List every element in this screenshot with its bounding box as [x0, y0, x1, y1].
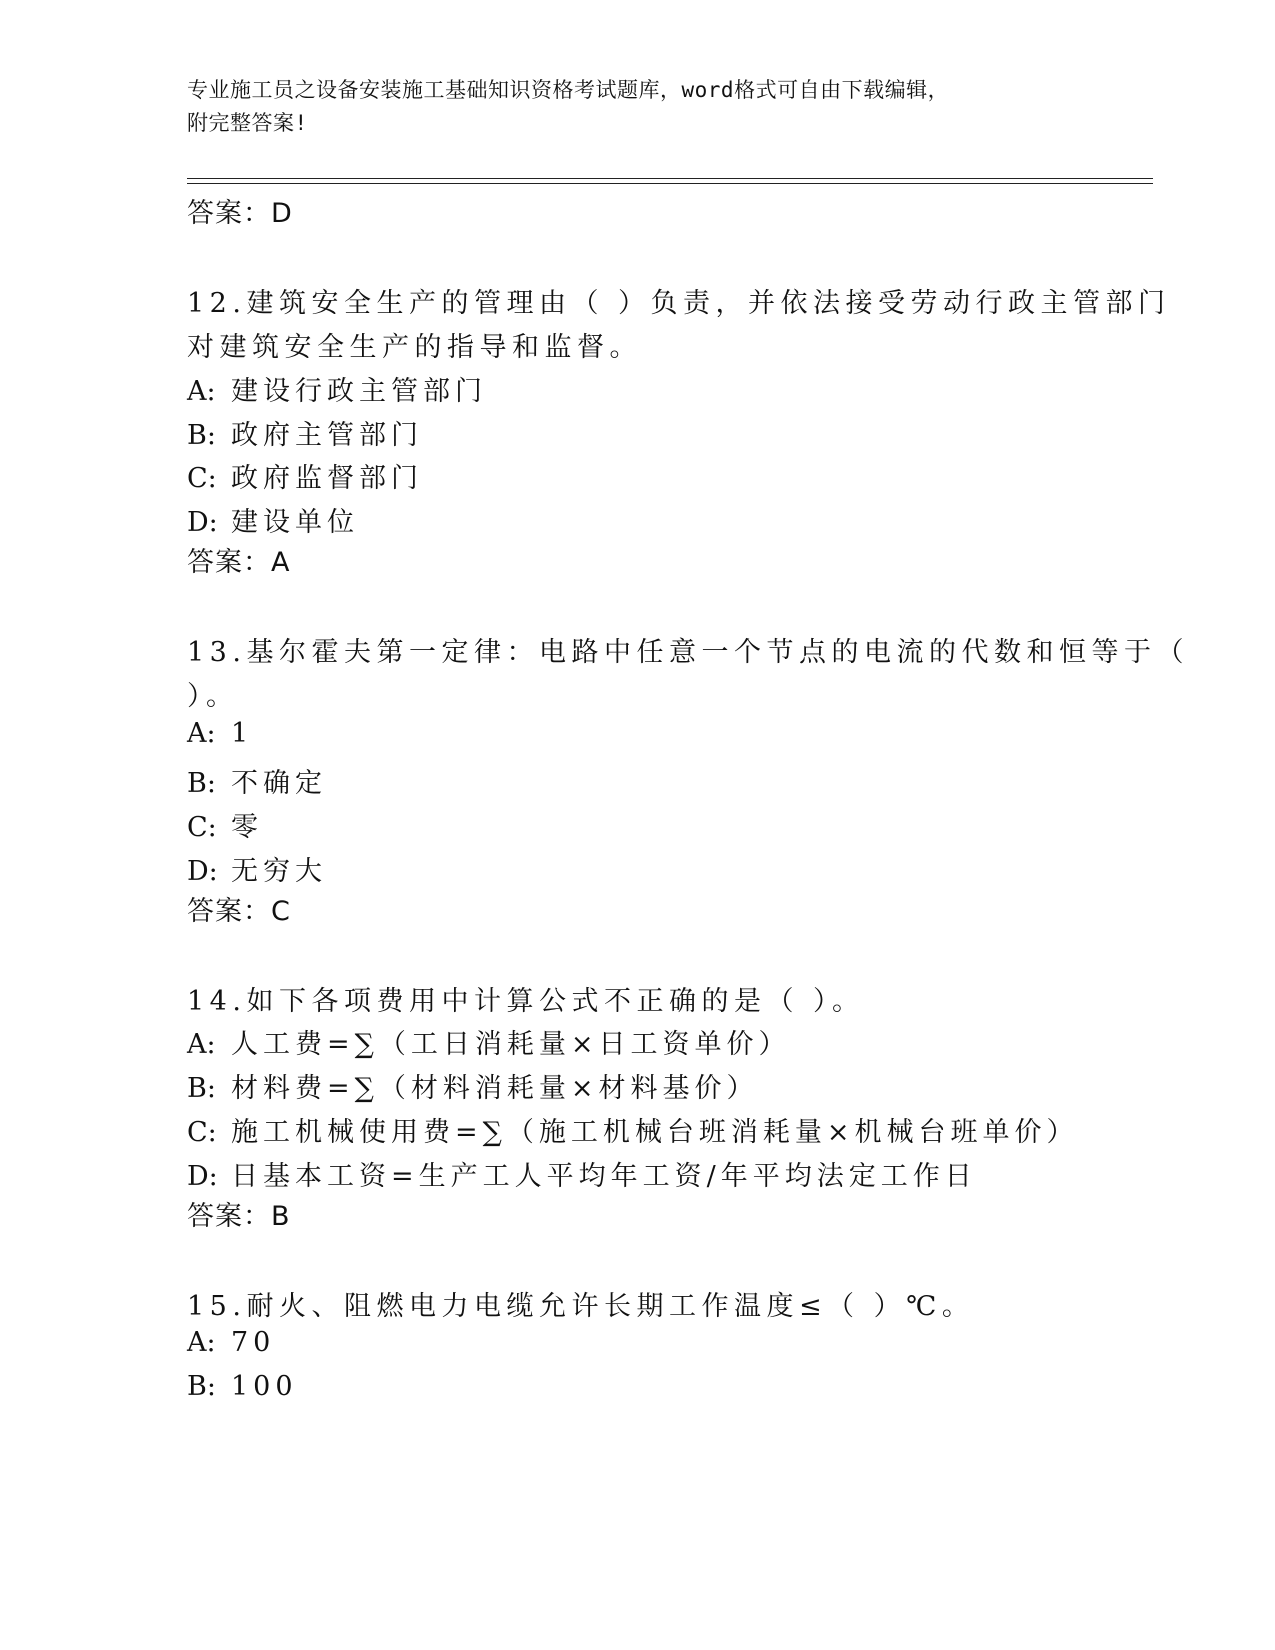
question-13-option-a [187, 718, 253, 749]
question-12-option-b [187, 413, 423, 452]
question-14-option-d [187, 1154, 977, 1193]
option-key: C: [187, 812, 217, 843]
question-14-option-b [187, 1066, 759, 1105]
question-13-stem-line-1: 13.基尔霍夫第一定律：电路中任意一个节点的电流的代数和恒等于（ [187, 637, 1189, 668]
option-key: B: [187, 420, 216, 451]
question-15-option-b [187, 1371, 298, 1402]
option-text: 建设单位 [231, 507, 359, 538]
option-key: A: [187, 1327, 216, 1358]
option-text: 材料费=∑（材料消耗量×材料基价） [231, 1073, 759, 1104]
option-text: 日基本工资=生产工人平均年工资/年平均法定工作日 [231, 1161, 977, 1192]
question-12-answer: 答案：A [187, 547, 291, 578]
question-13-answer: 答案：C [187, 896, 291, 927]
question-13-option-c [187, 805, 263, 844]
option-text: 政府主管部门 [231, 420, 423, 451]
option-key: D: [187, 1161, 218, 1192]
question-12-option-d [187, 500, 359, 539]
option-text: 施工机械使用费=∑（施工机械台班消耗量×机械台班单价） [231, 1117, 1079, 1148]
question-15-option-a [187, 1327, 275, 1358]
option-text: 政府监督部门 [231, 463, 423, 494]
question-14-answer: 答案：B [187, 1201, 291, 1232]
option-text: 建设行政主管部门 [231, 376, 487, 407]
option-key: B: [187, 1073, 216, 1104]
question-14-option-c [187, 1110, 1079, 1149]
question-12-option-a [187, 369, 487, 408]
question-12-option-c [187, 456, 423, 495]
document-header [187, 74, 1067, 140]
question-13-option-b [187, 761, 327, 800]
option-key: B: [187, 1371, 216, 1402]
question-15-stem-line-1: 15.耐火、阻燃电力电缆允许长期工作温度≤（ ）℃。 [187, 1291, 975, 1322]
question-14-option-a [187, 1022, 791, 1061]
option-text: 100 [231, 1371, 298, 1402]
option-key: D: [187, 856, 218, 887]
header-line-2: 附完整答案! [187, 111, 308, 135]
header-divider-bottom [187, 183, 1153, 184]
option-text: 不确定 [231, 768, 327, 799]
header-divider-top [187, 178, 1153, 179]
question-13-stem-line-2: ）。 [187, 681, 239, 712]
option-text: 无穷大 [231, 856, 327, 887]
option-key: A: [187, 376, 216, 407]
option-text: 70 [231, 1327, 276, 1358]
option-text: 人工费=∑（工日消耗量×日工资单价） [231, 1029, 791, 1060]
question-13-option-d [187, 849, 327, 888]
question-14-stem-line-1: 14.如下各项费用中计算公式不正确的是（ ）。 [187, 986, 865, 1017]
option-key: C: [187, 463, 217, 494]
question-12-stem-line-2: 对建筑安全生产的指导和监督。 [187, 332, 642, 363]
option-key: C: [187, 1117, 217, 1148]
option-key: A: [187, 718, 216, 749]
option-key: A: [187, 1029, 216, 1060]
option-text: 1 [231, 718, 254, 749]
header-line-1: 专业施工员之设备安装施工基础知识资格考试题库，word格式可自由下载编辑， [187, 78, 950, 102]
answer-previous: 答案：D [187, 198, 293, 229]
option-key: D: [187, 507, 218, 538]
option-text: 零 [231, 812, 263, 843]
option-key: B: [187, 768, 216, 799]
question-12-stem-line-1: 12.建筑安全生产的管理由（ ）负责，并依法接受劳动行政主管部门 [187, 288, 1171, 319]
